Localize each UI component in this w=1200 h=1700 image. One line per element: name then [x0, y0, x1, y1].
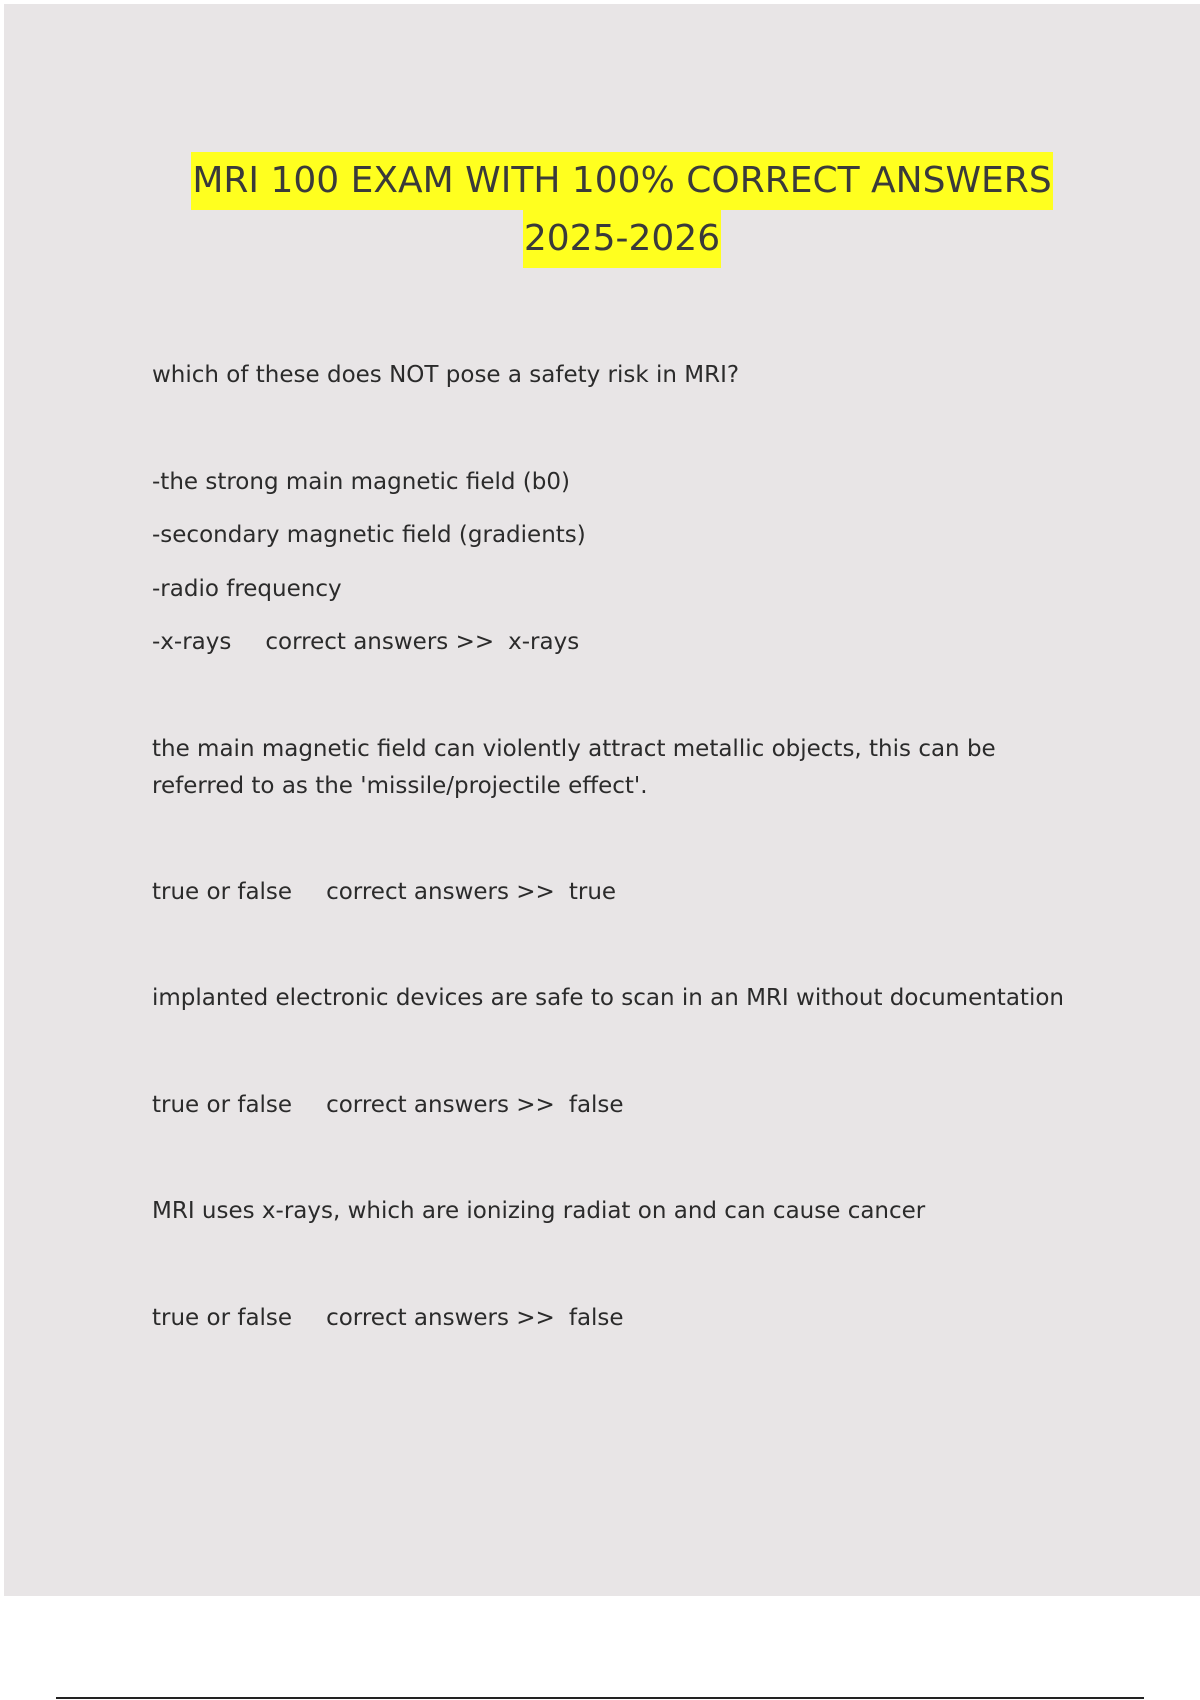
document-page	[4, 4, 1200, 1596]
question-3-answer-row	[152, 1090, 624, 1120]
question-1-option-3: -radio frequency	[152, 576, 342, 602]
question-1-answer: x-rays	[508, 629, 580, 655]
answer-label: correct answers >>	[326, 879, 555, 905]
question-4-answer: false	[568, 1305, 624, 1331]
question-2-statement: the main magnetic field can violently attract metallic objects, this can be referred to as the 'missile/projectile effect'.	[152, 736, 996, 799]
question-3-statement: implanted electronic devices are safe to scan in an MRI without documentation	[152, 985, 1064, 1011]
question-4-answer-row	[152, 1303, 624, 1333]
document-title	[4, 152, 1200, 268]
question-4-prompt: true or false	[152, 1305, 293, 1331]
title-line-2: 2025-2026	[523, 210, 721, 268]
question-2-answer-row	[152, 877, 616, 907]
question-1-answer-row	[152, 627, 579, 657]
question-3-answer: false	[568, 1092, 624, 1118]
answer-label: correct answers >>	[326, 1305, 555, 1331]
question-1-option-4: -x-rays	[152, 629, 232, 655]
question-3-prompt: true or false	[152, 1092, 293, 1118]
question-1-option-1: -the strong main magnetic field (b0)	[152, 469, 570, 495]
title-line-1: MRI 100 EXAM WITH 100% CORRECT ANSWERS	[191, 152, 1052, 210]
answer-label: correct answers >>	[265, 629, 495, 655]
question-1-option-2: -secondary magnetic field (gradients)	[152, 522, 586, 548]
footer-rule	[56, 1697, 1144, 1699]
answer-label: correct answers >>	[326, 1092, 555, 1118]
question-4-statement: MRI uses x-rays, which are ionizing radiat on and can cause cancer	[152, 1198, 926, 1224]
question-2-answer: true	[568, 879, 617, 905]
question-1-text: which of these does NOT pose a safety risk in MRI?	[152, 362, 740, 388]
question-2-prompt: true or false	[152, 879, 293, 905]
